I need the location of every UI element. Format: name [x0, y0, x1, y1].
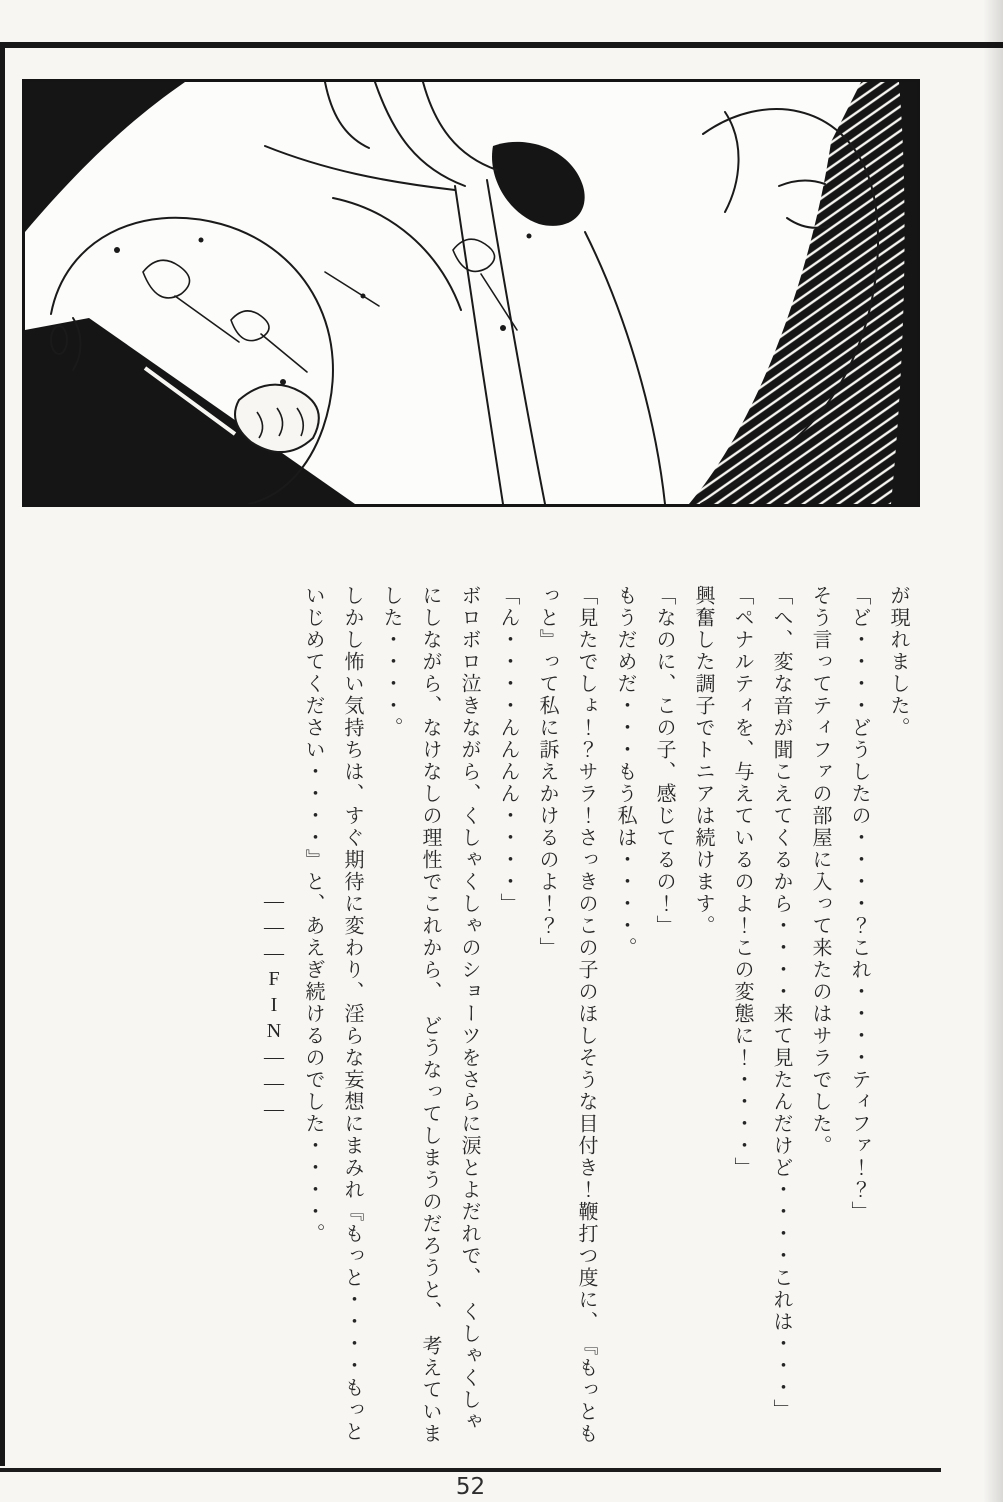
- left-edge-rule: [0, 42, 5, 1466]
- line-art-illustration: [25, 82, 917, 504]
- story-paragraph: 「ん・・・・んんんん・・・・」: [497, 585, 519, 915]
- illustration-frame: [22, 79, 920, 507]
- story-paragraph: が現れました。: [887, 585, 909, 739]
- story-paragraph: ボロボロ泣きながら、くしゃくしゃのショーツをさらに涙とよだれで、 くしゃくしゃにしながら、なけなしの理性でこれから、 どうなってしまうのだろうと、 考えていました・・・・。: [380, 585, 480, 1445]
- story-paragraph: そう言ってティファの部屋に入って来たのはサラでした。: [809, 585, 831, 1157]
- story-paragraph: 「ペナルティを、与えているのよ！この変態に！・・・・」: [731, 585, 753, 1179]
- top-rule: [0, 42, 1003, 48]
- story-paragraph: しかし怖い気持ちは、すぐ期待に変わり、淫らな妄想にまみれ『もっと・・・・もっといじめてください・・・・』と、あえぎ続けるのでした・・・・。: [302, 585, 363, 1443]
- page-edge-shadow: [983, 0, 1003, 1502]
- story-paragraph: 「なのに、この子、感じてるの！」: [653, 585, 675, 937]
- story-paragraph: 「ど・・・・どうしたの・・・・？これ・・・・ティファ！？」: [848, 585, 870, 1223]
- story-text-block: [254, 585, 917, 1453]
- bottom-rule: [0, 1468, 941, 1472]
- page-number: 52: [455, 1474, 486, 1500]
- story-paragraph: 「見たでしょ！？サラ！さっきのこの子のほしそうな目付き！鞭打つ度に、 『もっともっと』って私に訴えかけるのよ！？」: [536, 585, 597, 1445]
- story-paragraph: 「へ、変な音が聞こえてくるから・・・・来て見たんだけど・・・・これは・・・」: [770, 585, 792, 1421]
- fin-mark: ―――FIN―――: [263, 890, 285, 1124]
- story-paragraph: もうだめだ・・・もう私は・・・・。: [614, 585, 636, 959]
- artwork-splashes: [114, 234, 532, 386]
- story-paragraph: 興奮した調子でトニアは続けます。: [692, 585, 714, 937]
